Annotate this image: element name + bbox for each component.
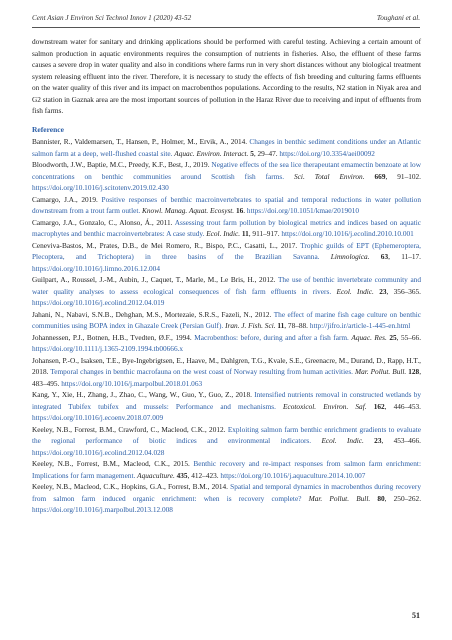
reference-authors: Ceneviva-Bastos, M., Prates, D.B., de Mei Romero, R., Bispo, P.C., Casatti, L., 2017. (32, 240, 301, 250)
reference-space (367, 402, 374, 411)
reference-journal: Iran. J. Fish. Sci. (225, 321, 276, 330)
reference-title-link[interactable]: Benthic recovery and re-impact responses from salmon farm enrichment: Implications for farm management. (32, 459, 421, 480)
reference-volume: 5 (250, 148, 254, 158)
author-line: Toughani et al. (376, 14, 420, 22)
reference-sep (311, 436, 321, 445)
reference-title-link[interactable]: Exploiting salmon farm benthic enrichment gradients to evaluate the regional performance of biotic indices and environmental indicators. (32, 424, 421, 445)
reference-title-link[interactable]: Spatial and temporal dynamics in macrobenthos during recovery from salmon farm induced organic enrichment: when is recovery complete? (32, 482, 421, 503)
reference-item (32, 458, 421, 481)
reference-doi-link[interactable]: https://doi.org/10.1016/j.ecolind.2012.04.028 (32, 447, 165, 457)
reference-volume: 63 (380, 252, 389, 261)
reference-volume: 11 (241, 229, 249, 238)
reference-doi-link[interactable]: https://doi.org/10.1111/j.1365-2109.1994.tb00666.x (32, 344, 184, 353)
reference-title-link[interactable]: Trophic guilds of EPT (Ephemeroptera, Plecoptera, and Trichoptera) in three basins of the Brazilian Savanna. (32, 240, 421, 261)
reference-pages: , 250–262. (384, 493, 422, 503)
reference-title-link[interactable]: Intensified nutrients removal in constructed wetlands by integrated Tubifex tubifex and mussels: Performance and mechanisms. (32, 390, 422, 411)
reference-title-link[interactable]: Negative effects of the sea lice therapeutant emamectin benzoate at low concentrations on benthic communities around Scottish fish farms. (32, 160, 421, 181)
reference-item (32, 159, 421, 194)
reference-volume: 11 (277, 321, 285, 330)
reference-journal: Ecotoxicol. Environ. Saf. (283, 401, 367, 411)
reference-volume: 128 (408, 367, 420, 376)
reference-volume: 25 (389, 332, 397, 342)
reference-pages: , 412–423. (187, 470, 221, 480)
reference-pages: , 446–453. (384, 401, 421, 411)
reference-journal: Mar. Pollut. Bull. (308, 493, 371, 503)
reference-space (364, 436, 374, 445)
reference-volume: 435 (176, 470, 188, 480)
reference-volume: 669 (374, 171, 386, 181)
reference-doi-link[interactable]: https://doi.org/10.1016/j.marpolbul.2013.12.008 (32, 505, 173, 514)
reference-pages: , 11–17. (388, 252, 421, 261)
reference-title-link[interactable]: Assessing trout farm pollution by biological metrics and indices based on aquatic macrophytes and benthic macroinvertebrates: A case study. (32, 217, 422, 238)
reference-doi-link[interactable]: https://doi.org/10.1016/j.scitotenv.2019.02.430 (32, 183, 169, 192)
reference-pages: , 55–66. (396, 332, 422, 342)
reference-pages: , 356–365. (386, 286, 422, 296)
reference-journal: Knowl. Manag. Aquat. Ecosyst. (142, 206, 235, 215)
reference-authors: Johansen, P.-O., Isaksen, T.E., Bye-Ingebrigtsen, E., Haave, M., Dahlgren, T.G., Kvale, S.E., Greenacre, M., Durand, D., Rapp, H.T., 2018. (32, 355, 421, 376)
reference-volume: 162 (373, 401, 385, 411)
reference-item (32, 217, 421, 240)
reference-title-link[interactable]: Positive responses of benthic macroinvertebrates to spatial and temporal reductions in water pollution downstream from a trout farm outlet. (32, 194, 421, 215)
reference-title-link[interactable]: Macrobenthos: before, during and after a fish farm. (194, 332, 349, 342)
reference-item (32, 355, 421, 390)
reference-authors: Camargo, J.A., 2019. (32, 194, 102, 204)
reference-authors: Keeley, N.B., Forrest, B.M., Crawford, C., Macleod, C.K., 2012. (32, 424, 228, 434)
reference-item (32, 194, 421, 217)
reference-sep (284, 172, 294, 181)
reference-journal: Aquac. Environ. Interact. (174, 148, 249, 158)
reference-doi-link[interactable]: https://doi.org/10.1016/j.ecolind.2012.04.019 (32, 298, 165, 307)
reference-authors: Keeley, N.B., Forrest, B.M., Macleod, C.K., 2015. (32, 459, 194, 468)
reference-space (370, 252, 381, 261)
body-text (32, 36, 421, 516)
reference-journal: Sci. Total Environ. (294, 171, 365, 181)
references-heading: Reference (32, 124, 64, 134)
reference-sep (276, 402, 283, 411)
reference-item (32, 274, 421, 309)
reference-doi-link[interactable]: https://doi.org/10.1016/j.aquaculture.2014.10.007 (220, 470, 366, 480)
intro-paragraph: downstream water for sanitary and drinking applications should be performed with careful testing. Achieving a certain amount of salmon production in aquatic environments requires the consumption of nutrients in fisheries. Also, the effluent of these farms causes a severe drop in water quality and also in conditions where farms run in very short distances without any biological treatment system releasing effluent into the river. Therefore, it is necessary to study the effects of fish breeding and culturing farms effluents on the water quality of this river and its impact on macrobenthos populations. According to the results, N2 station in Niyak area and G2 station in Gaznak area are the most important sources of pollution in the Haraz River due to receiving and input of effluents from fish farms. (32, 37, 421, 115)
reference-pages: , 91–102. (385, 171, 421, 181)
reference-journal: Limnologica. (330, 252, 370, 261)
reference-authors: Bannister, R., Valdemarsen, T., Hansen, P., Holmer, M., Ervik, A., 2014. (32, 137, 250, 146)
reference-journal: Ecol. Indic. (321, 436, 364, 445)
reference-volume: 16 (235, 206, 244, 215)
reference-volume: 23 (379, 286, 387, 296)
reference-title-link[interactable]: Changes in benthic sediment conditions under an Atlantic salmon farm at a deep, well-flushed coastal site. (32, 137, 422, 158)
reference-doi-link[interactable]: https://doi.org/10.1016/j.ecolind.2010.10.001 (281, 229, 414, 238)
reference-journal: Ecol. Indic. (206, 229, 241, 238)
reference-authors: Jahani, N., Nabavi, S.N.B., Dehghan, M.S., Mortezaie, S.R.S., Fazeli, N., 2012. (32, 309, 274, 319)
reference-sep (301, 494, 308, 503)
reference-doi-link[interactable]: http://jifro.ir/article-1-445-en.html (309, 321, 411, 330)
page-number: 51 (412, 611, 420, 620)
header-rule (32, 27, 420, 28)
reference-journal: Mar. Pollut. Bull. (355, 367, 407, 376)
reference-journal: Aquaculture. (137, 470, 175, 480)
reference-title-link[interactable]: The use of benthic invertebrate community and water quality analyses to assess ecological consequences of fish farm effluents in rivers. (32, 275, 421, 296)
reference-journal: Aquac. Res. (351, 332, 387, 342)
journal-citation: Cent Asian J Environ Sci Technol Innov 1 (2020) 43-52 (32, 14, 192, 22)
reference-journal: Ecol. Indic. (336, 286, 374, 296)
reference-pages: , 483–495. (32, 367, 422, 388)
reference-volume: 23 (374, 436, 382, 445)
reference-sep (320, 252, 331, 261)
reference-authors: Johannessen, P.J., Botnen, H.B., Tvedten, Ø.F., 1994. (32, 332, 195, 342)
reference-item (32, 240, 421, 275)
reference-pages: , 911–917. (248, 229, 282, 238)
reference-doi-link[interactable]: https://doi.org/10.1016/j.marpolbul.2018.01.063 (61, 378, 203, 388)
reference-list (32, 136, 421, 516)
reference-item (32, 309, 421, 332)
reference-doi-link[interactable]: https://doi.org/10.1051/kmae/2019010 (246, 206, 360, 215)
reference-item (32, 332, 421, 355)
reference-authors: Guilpart, A., Roussel, J.-M., Aubin, J., Caquet, T., Marle, M., Le Bris, H., 2012. (32, 275, 278, 284)
reference-doi-link[interactable]: https://doi.org/10.1016/j.limno.2016.12.004 (32, 263, 160, 273)
reference-volume: 80 (377, 493, 385, 503)
reference-authors: Camargo, J.A., Gonzalo, C., Alonso, Á., 2011. (32, 217, 175, 227)
reference-pages: , 453–466. (381, 436, 422, 445)
reference-pages: , 78–88. (284, 321, 310, 330)
reference-space (365, 172, 375, 181)
reference-item (32, 389, 421, 424)
reference-doi-link[interactable]: https://doi.org/10.1016/j.ecoenv.2018.07.009 (32, 413, 164, 422)
reference-authors: Keeley, N.B., Macleod, C.K., Hopkins, G.A., Forrest, B.M., 2014. (32, 482, 231, 491)
reference-title-link[interactable]: The effect of marine fish cage culture on benthic communities using BOPA index in Ghazale Creek (Persian Gulf). (32, 309, 422, 330)
reference-authors: Bloodworth, J.W., Baptie, M.C., Preedy, K.F., Best, J., 2019. (32, 160, 212, 169)
reference-pages: , 29–47. (253, 148, 280, 158)
reference-title-link[interactable]: Temporal changes in benthic macrofauna on the west coast of Norway resulting from human activities. (50, 367, 354, 376)
reference-item (32, 481, 421, 516)
reference-authors: Kang, Y., Xie, H., Zhang, J., Zhao, C., Wang, W., Guo, Y., Guo, Z., 2018. (32, 390, 255, 399)
reference-doi-link[interactable]: https://doi.org/10.3354/aei00092 (279, 148, 375, 158)
reference-pages: . (243, 206, 247, 215)
reference-item (32, 424, 421, 459)
running-header (32, 14, 420, 26)
reference-item (32, 136, 421, 159)
